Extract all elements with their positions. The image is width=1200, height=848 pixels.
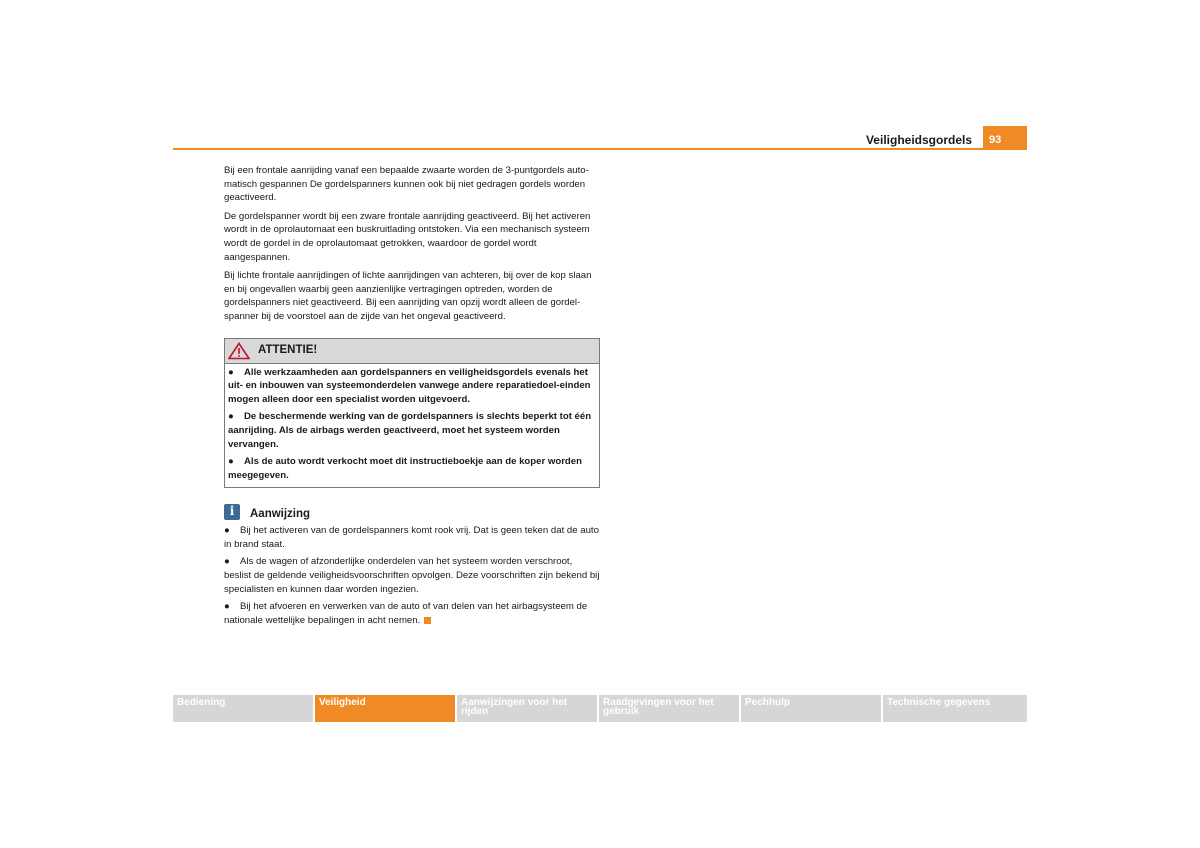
- note-body: [224, 524, 600, 627]
- bullet: ●: [224, 525, 230, 537]
- nav-tab-raadgevingen[interactable]: Raadgevingen voor het gebruik: [599, 695, 739, 722]
- header-rule: [173, 148, 1027, 150]
- bullet: ●: [228, 456, 234, 468]
- bullet: ●: [224, 556, 230, 568]
- warning-body: [225, 364, 599, 488]
- nav-tab-pechhulp[interactable]: Pechhulp: [741, 695, 881, 722]
- page-number-badge: 93: [983, 126, 1027, 149]
- warning-header: [225, 339, 599, 364]
- nav-tab-bediening[interactable]: Bediening: [173, 695, 313, 722]
- bullet: ●: [224, 601, 230, 613]
- warning-item: ● Als de auto wordt verkocht moet dit instructieboekje aan de koper worden meegegeven.: [228, 456, 582, 481]
- end-of-section-marker: [424, 617, 431, 624]
- nav-tab-aanwijzingen[interactable]: Aanwijzingen voor het rijden: [457, 695, 597, 722]
- info-icon: i: [224, 504, 240, 520]
- body-paragraph: Bij een frontale aanrijding vanaf een bepaalde zwaarte worden de 3-puntgordels auto-matisch gespannen De gordelspanners kunnen ook bij niet gedragen gordels worden geactiveerd.: [224, 165, 589, 204]
- warning-item: ● De beschermende werking van de gordelspanners is slechts beperkt tot één aanrijding. Als de airbags werden geactiveerd, moet het systeem worden vervangen.: [228, 411, 592, 450]
- footer-navigation: [173, 695, 1027, 722]
- warning-triangle-icon: [228, 342, 250, 360]
- warning-item: ● Alle werkzaamheden aan gordelspanners en veiligheidsgordels evenals het uit- en inbouwen van systeemonderdelen vanwege andere reparatiedoel-einden mogen alleen door een specialist worden uitgevoerd.: [228, 366, 591, 405]
- bullet: ●: [228, 366, 234, 378]
- nav-tab-technische-gegevens[interactable]: Technische gegevens: [883, 695, 1027, 722]
- body-paragraph: De gordelspanner wordt bij een zware frontale aanrijding geactiveerd. Bij het activeren wordt in de oprolautomaat een buskruitlading ontstoken. Via een mechanisch systeem wordt de gordel in de oprolautomaat getrokken, waardoor de gordel wordt aangespannen.: [224, 210, 591, 263]
- note-title: Aanwijzing: [250, 508, 311, 521]
- note-item: ● Bij het activeren van de gordelspanners komt rook vrij. Dat is geen teken dat de auto in brand staat.: [224, 525, 599, 550]
- nav-tab-veiligheid[interactable]: Veiligheid: [315, 695, 455, 722]
- section-title: Veiligheidsgordels: [865, 133, 972, 147]
- note-header: [224, 502, 600, 522]
- bullet: ●: [228, 411, 234, 423]
- page-content: [224, 164, 600, 631]
- warning-box: [224, 338, 600, 489]
- body-paragraph: Bij lichte frontale aanrijdingen of lichte aanrijdingen van achteren, bij over de kop slaan en bij ongevallen waarbij geen aanzienlijke vertragingen optreden, worden de gordelspanners niet geactiveerd. Bij een aanrijding van opzij wordt alleen de gordel-spanner bij de voorstoel aan de zijde van het ongeval geactiveerd.: [224, 270, 592, 322]
- warning-title: ATTENTIE!: [258, 343, 318, 356]
- note-item: ● Bij het afvoeren en verwerken van de auto of van delen van het airbagsysteem de nationale wettelijke bepalingen in acht nemen.: [224, 601, 588, 626]
- note-item: ● Als de wagen of afzonderlijke onderdelen van het systeem worden verschroot, beslist de geldende veiligheidsvoorschriften opvolgen. Deze voorschriften zijn bekend bij specialisten en kunnen daar worden ingezien.: [224, 556, 600, 595]
